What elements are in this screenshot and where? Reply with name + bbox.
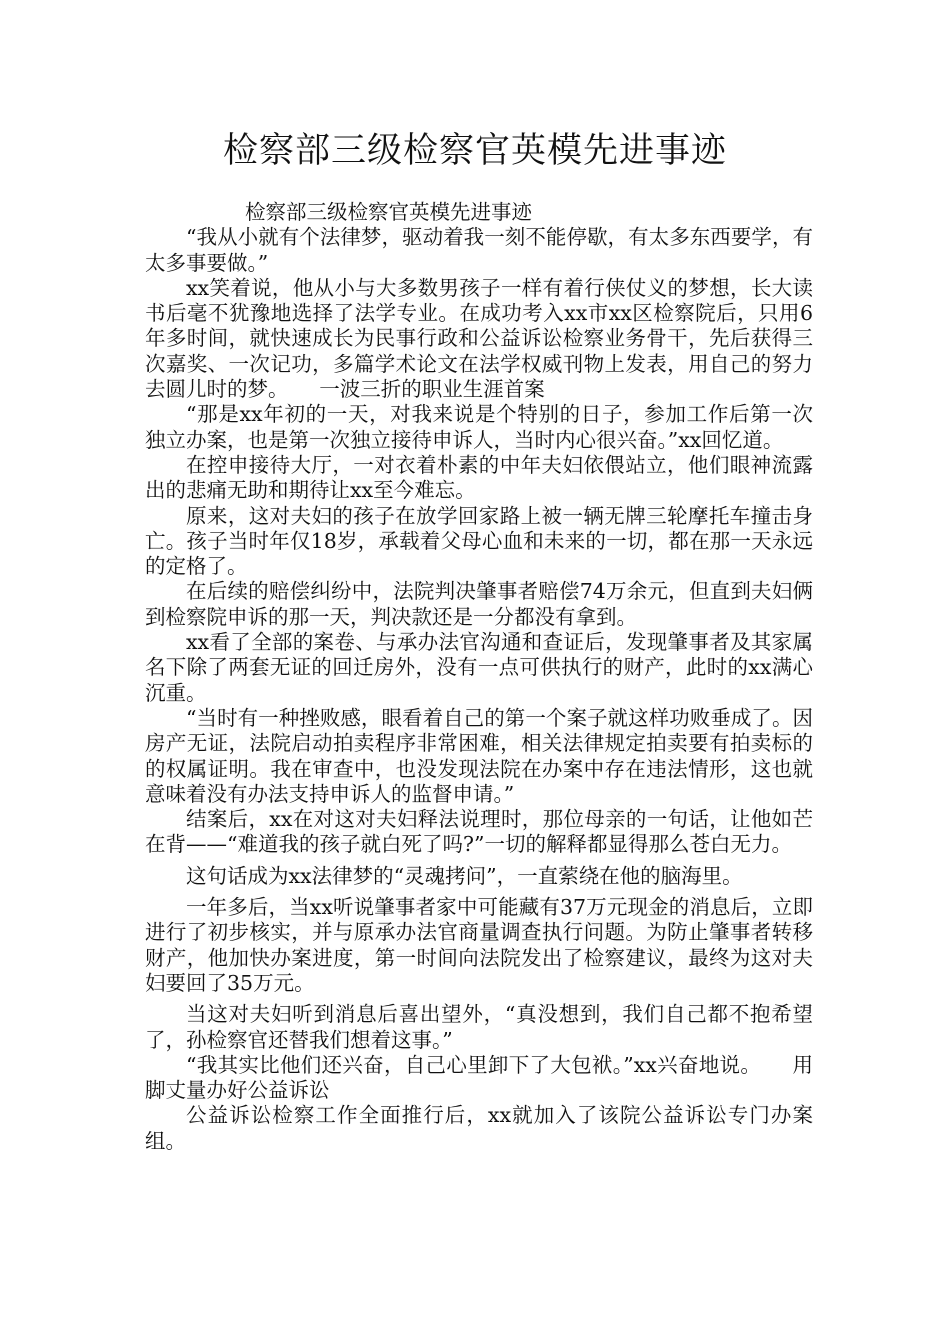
document-body: [145, 200, 813, 1154]
paragraph: xx看了全部的案卷、与承办法官沟通和查证后，发现肇事者及其家属名下除了两套无证的回迁房外，没有一点可供执行的财产，此时的xx满心沉重。: [145, 630, 813, 705]
paragraph: 公益诉讼检察工作全面推行后，xx就加入了该院公益诉讼专门办案组。: [145, 1103, 813, 1153]
paragraph: “当时有一种挫败感，眼看着自己的第一个案子就这样功败垂成了。因房产无证，法院启动拍卖程序非常困难，相关法律规定拍卖要有拍卖标的的权属证明。我在审查中，也没发现法院在办案中存在违法情形，这也就意味着没有办法支持申诉人的监督申请。”: [145, 705, 813, 806]
paragraph: xx笑着说，他从小与大多数男孩子一样有着行侠仗义的梦想，长大读书后毫不犹豫地选择了法学专业。在成功考入xx市xx区检察院后，只用6年多时间，就快速成长为民事行政和公益诉讼检察业务骨干，先后获得三次嘉奖、一次记功，多篇学术论文在法学权威刊物上发表，用自己的努力去圆儿时的梦。 一波三折的职业生涯首案: [145, 275, 813, 402]
paragraph: 在后续的赔偿纠纷中，法院判决肇事者赔偿74万余元，但直到夫妇俩到检察院申诉的那一天，判决款还是一分都没有拿到。: [145, 579, 813, 629]
paragraph: 结案后，xx在对这对夫妇释法说理时，那位母亲的一句话，让他如芒在背——“难道我的孩子就白死了吗?”一切的解释都显得那么苍白无力。: [145, 807, 813, 857]
paragraph: 一年多后，当xx听说肇事者家中可能藏有37万元现金的消息后，立即进行了初步核实，并与原承办法官商量调查执行问题。为防止肇事者转移财产，他加快办案进度，第一时间向法院发出了检察建议，最终为这对夫妇要回了35万元。: [145, 895, 813, 995]
paragraph: 原来，这对夫妇的孩子在放学回家路上被一辆无牌三轮摩托车撞击身亡。孩子当时年仅18岁，承载着父母心血和未来的一切，都在那一天永远的定格了。: [145, 503, 813, 579]
document-subtitle: 检察部三级检察官英模先进事迹: [245, 200, 532, 224]
paragraph: 当这对夫妇听到消息后喜出望外，“真没想到，我们自己都不抱希望了，孙检察官还替我们想着这事。”: [145, 1002, 813, 1052]
paragraph: 这句话成为xx法律梦的“灵魂拷问”，一直萦绕在他的脑海里。: [186, 863, 743, 888]
document-title: 检察部三级检察官英模先进事迹: [222, 131, 727, 171]
paragraph: “我从小就有个法律梦，驱动着我一刻不能停歇，有太多东西要学，有太多事要做。”: [145, 225, 813, 275]
paragraph: “那是xx年初的一天，对我来说是个特别的日子，参加工作后第一次独立办案，也是第一次独立接待申诉人，当时内心很兴奋。”xx回忆道。: [145, 402, 813, 452]
paragraph: 在控申接待大厅，一对衣着朴素的中年夫妇依偎站立，他们眼神流露出的悲痛无助和期待让xx至今难忘。: [145, 452, 813, 503]
paragraph: “我其实比他们还兴奋，自己心里卸下了大包袱。”xx兴奋地说。 用脚丈量办好公益诉讼: [145, 1052, 813, 1103]
